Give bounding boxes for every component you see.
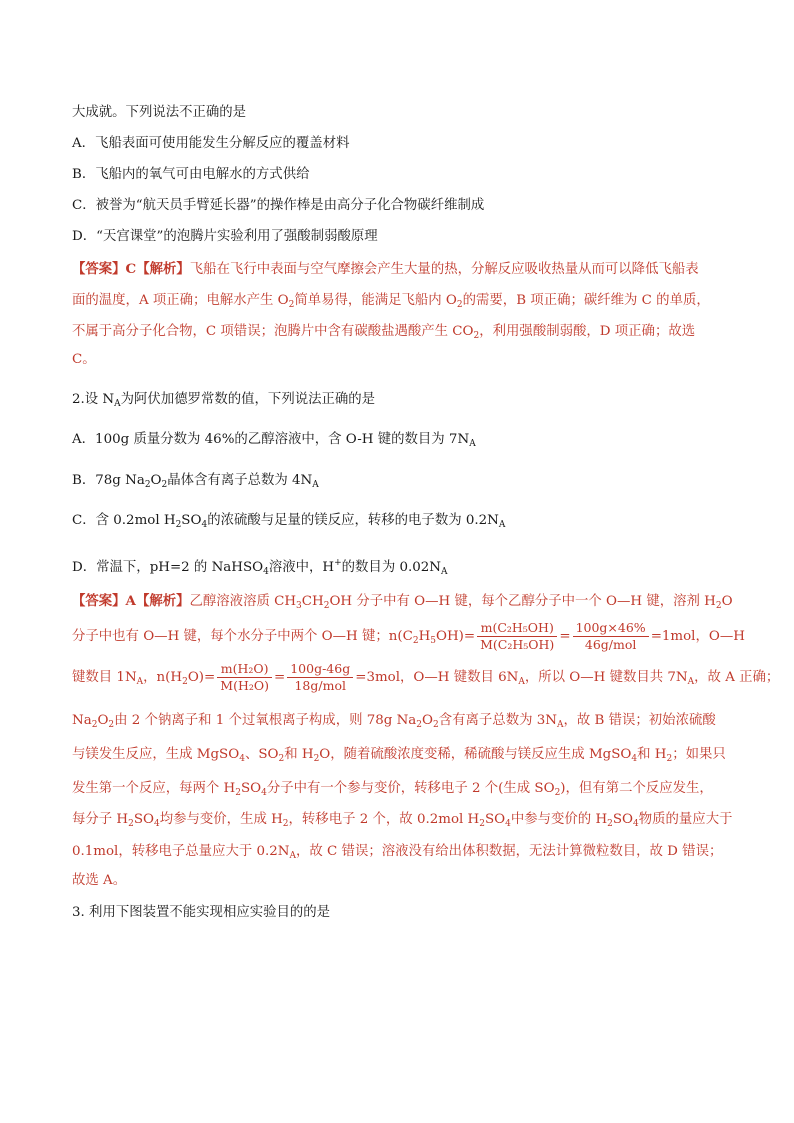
q1-answer-text-1: 飞船在飞行中表面与空气摩擦会产生大量的热，分解反应吸收热量从而可以降低飞船表 — [189, 262, 699, 277]
text: ，故 C 错误；溶液没有给出体积数据，无法计算微粒数目，故 D 错误； — [296, 844, 723, 859]
text: 溶液中，H — [268, 560, 335, 575]
text: 和 H — [284, 747, 314, 762]
subscript: A — [469, 439, 476, 449]
subscript: 2 — [91, 720, 98, 730]
subscript: 2 — [607, 819, 613, 829]
fraction-water-value — [287, 661, 353, 694]
subscript: 2 — [412, 636, 419, 646]
text: 晶体含有离子总数为 4N — [167, 473, 313, 488]
fraction-mass-over-molar-mass-ethanol — [477, 620, 557, 653]
text: ；如果只 — [672, 747, 726, 762]
text: O — [721, 594, 733, 609]
subscript: 2 — [288, 300, 295, 310]
subscript: A — [441, 567, 448, 577]
subscript: 2 — [128, 819, 134, 829]
text: 每分子 H — [72, 812, 129, 827]
subscript: A — [136, 677, 144, 687]
numerator: 100g×46% — [573, 620, 649, 637]
text: 0.1mol，转移电子总量应大于 0.2N — [72, 844, 290, 859]
q2-answer-tag: 【答案】A【解析】 — [72, 593, 190, 609]
q2-answer-line-9: 故选 A。 — [72, 873, 127, 888]
subscript: 4 — [201, 520, 208, 530]
q1-answer-line-3 — [72, 323, 695, 345]
q1-answer-line-2 — [72, 292, 710, 314]
text: 中参与变价的 H — [510, 812, 608, 827]
q2-stem — [72, 391, 375, 413]
q2-answer-line-2 — [72, 620, 745, 658]
text: 和 H — [637, 747, 667, 762]
q2-option-a — [72, 431, 476, 453]
text: 键数目 1N — [72, 670, 137, 685]
subscript: A — [498, 520, 506, 530]
fraction-ethanol-value — [573, 620, 649, 653]
q2-answer-line-7 — [72, 811, 732, 833]
text: CH — [301, 594, 324, 609]
subscript: 2 — [313, 754, 320, 764]
numerator: m(C₂H₅OH) — [477, 620, 557, 637]
text: O)= — [187, 670, 216, 685]
denominator: 18g/mol — [294, 678, 346, 693]
text: ，转移电子 2 个，故 0.2mol H — [288, 812, 480, 827]
subscript: 2 — [182, 677, 188, 687]
subscript: A — [312, 480, 319, 490]
subscript: A — [289, 851, 297, 861]
subscript: 2 — [479, 819, 485, 829]
text: = — [273, 670, 286, 685]
text: B．78g Na — [72, 473, 145, 488]
text: A．100g 质量分数为 46%的乙醇溶液中，含 O-H 键的数目为 7N — [72, 432, 470, 447]
subscript: 2 — [282, 819, 289, 829]
subscript: 2 — [278, 754, 285, 764]
text: =1mol，O—H — [650, 629, 745, 644]
text: 的需要，B 项正确；碳纤维为 C 的单质， — [462, 293, 710, 308]
text: OH 分子中有 O—H 键，每个乙醇分子中一个 O—H 键，溶剂 H — [329, 594, 716, 609]
text: SO — [484, 812, 506, 827]
q2-option-c — [72, 512, 505, 534]
subscript: 4 — [263, 567, 269, 577]
subscript: A — [687, 677, 695, 687]
q2-answer-line-8 — [72, 843, 722, 865]
text: 含有离子总数为 3N — [438, 713, 557, 728]
text: ，故 A 正确； — [694, 670, 780, 685]
subscript: 2 — [666, 754, 673, 764]
text: O，随着硫酸浓度变稀，稀硫酸与镁反应生成 MgSO — [319, 747, 632, 762]
subscript: 4 — [505, 819, 511, 829]
text: SO — [181, 513, 202, 528]
q2-option-d — [72, 554, 448, 581]
text: 物质的量应大于 — [638, 812, 733, 827]
subscript: 2 — [715, 601, 722, 611]
denominator: 46g/mol — [584, 637, 637, 652]
q1-stem-end: 大成就。下列说法不正确的是 — [72, 105, 247, 120]
text: SO — [612, 812, 634, 827]
text: H — [418, 629, 431, 644]
subscript: 2 — [323, 601, 330, 611]
text: ，故 B 错误；初始浓硫酸 — [563, 713, 716, 728]
q1-option-b: B．飞船内的氧气可由电解水的方式供给 — [72, 167, 310, 182]
text: 发生第一个反应，每两个 H — [72, 781, 236, 796]
q1-answer-line-1 — [72, 260, 699, 279]
text: 乙醇溶液溶质 CH — [189, 594, 297, 609]
q2-answer-line-1 — [72, 592, 733, 615]
text: 均参与变价，生成 H — [159, 812, 283, 827]
text: ，利用强酸制弱酸，D 项正确；故选 — [479, 324, 696, 339]
q1-option-a: A．飞船表面可使用能发生分解反应的覆盖材料 — [72, 136, 350, 151]
text: = — [559, 629, 571, 644]
text: OH)= — [436, 629, 476, 644]
fraction-mass-over-molar-mass-water — [217, 661, 272, 694]
denominator: M(H₂O) — [220, 678, 269, 693]
q1-answer-tag: 【答案】C【解析】 — [72, 261, 190, 277]
text: 分子中有一个参与变价，转移电子 2 个(生成 SO — [266, 781, 555, 796]
subscript: 2 — [416, 720, 423, 730]
text: )，但有第二个反应发生， — [560, 781, 713, 796]
subscript: 3 — [296, 601, 302, 611]
subscript: 2 — [108, 720, 115, 730]
text: 不属于高分子化合物，C 项错误；泡腾片中含有碳酸盐遇酸产生 CO — [72, 324, 474, 339]
text: O — [422, 713, 434, 728]
subscript: A — [556, 720, 564, 730]
numerator: 100g-46g — [287, 661, 353, 678]
text: ，所以 O—H 键数目共 7N — [524, 670, 688, 685]
text: =3mol，O—H 键数目 6N — [355, 670, 519, 685]
text: 简单易得，能满足飞船内 O — [294, 293, 457, 308]
subscript: 4 — [154, 819, 160, 829]
subscript: A — [114, 399, 121, 409]
subscript: 4 — [631, 754, 638, 764]
subscript: 5 — [430, 636, 437, 646]
subscript: A — [518, 677, 525, 687]
q2-answer-line-6 — [72, 780, 713, 802]
text: 与镁发生反应，生成 MgSO — [72, 747, 240, 762]
text: O — [97, 713, 109, 728]
subscript: 2 — [554, 788, 561, 798]
numerator: m(H₂O) — [217, 661, 272, 678]
subscript: 2 — [456, 300, 463, 310]
superscript: + — [334, 558, 342, 568]
q2-answer-line-5 — [72, 746, 726, 768]
text: O — [150, 473, 162, 488]
denominator: M(C₂H₅OH) — [480, 637, 555, 652]
text: 分子中也有 O—H 键，每个水分子中两个 O—H 键；n(C — [72, 629, 413, 644]
subscript: 2 — [433, 720, 439, 730]
text: 面的温度，A 项正确；电解水产生 O — [72, 293, 289, 308]
text: 2.设 N — [72, 392, 115, 407]
q2-answer-line-4 — [72, 712, 716, 734]
text: SO — [240, 781, 262, 796]
subscript: 2 — [175, 520, 182, 530]
q1-option-d: D．“天宫课堂”的泡腾片实验利用了强酸制弱酸原理 — [72, 229, 378, 244]
text: ，n(H — [143, 670, 183, 685]
subscript: 2 — [473, 331, 480, 341]
subscript: 2 — [235, 788, 241, 798]
text: C．含 0.2mol H — [72, 513, 176, 528]
q1-option-c: C．被誉为“航天员手臂延长器”的操作棒是由高分子化合物碳纤维制成 — [72, 198, 485, 213]
text: SO — [133, 812, 154, 827]
subscript: 2 — [144, 480, 151, 490]
text: 、SO — [244, 747, 279, 762]
text: 的浓硫酸与足量的镁反应，转移的电子数为 0.2N — [207, 513, 499, 528]
subscript: 4 — [261, 788, 267, 798]
q1-answer-line-4: C。 — [72, 352, 96, 367]
text: D．常温下，pH=2 的 NaHSO — [72, 560, 264, 575]
q3-stem: 3. 利用下图装置不能实现相应实验目的的是 — [72, 905, 331, 920]
subscript: 4 — [239, 754, 245, 764]
subscript: 2 — [161, 480, 168, 490]
q2-answer-line-3 — [72, 661, 779, 699]
subscript: 4 — [633, 819, 639, 829]
text: 由 2 个钠离子和 1 个过氧根离子构成，则 78g Na — [114, 713, 417, 728]
text: 的数目为 0.02N — [341, 560, 442, 575]
text: 为阿伏加德罗常数的值，下列说法正确的是 — [120, 392, 376, 407]
text: Na — [72, 713, 92, 728]
q2-option-b — [72, 472, 319, 494]
